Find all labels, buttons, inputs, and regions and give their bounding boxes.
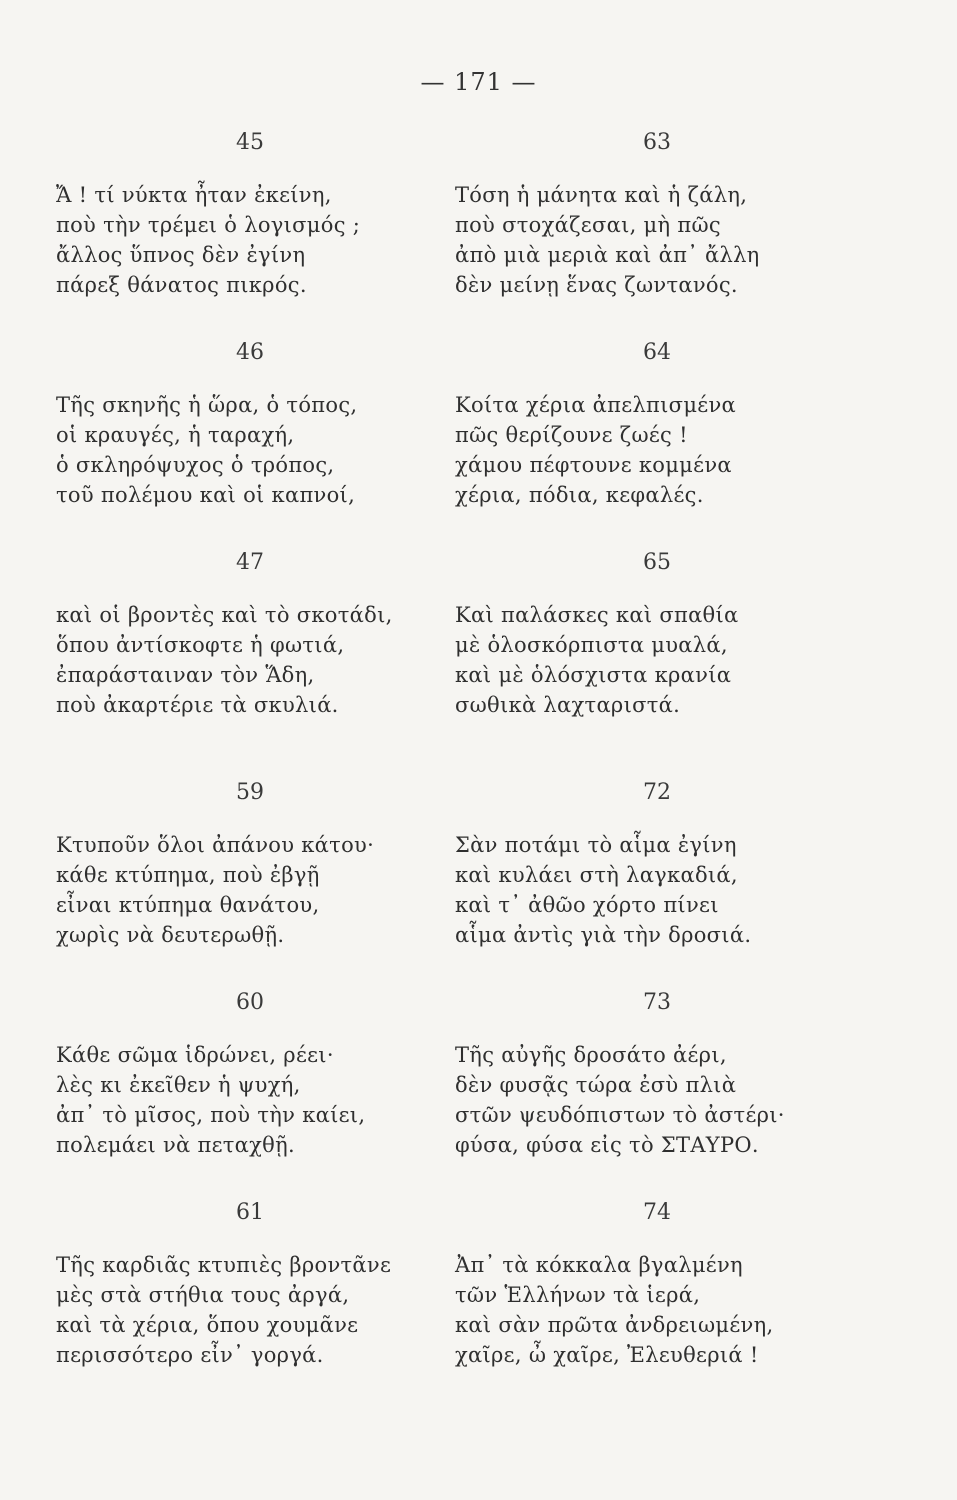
verse-line: ἄλλος ὕπνος δὲν ἐγίνη <box>56 243 306 267</box>
stanza-lines <box>455 600 739 720</box>
verse-line: χέρια, πόδια, κεφαλές. <box>455 483 704 507</box>
verse-line: καὶ σὰν πρῶτα ἀνδρειωμένη, <box>455 1313 774 1337</box>
stanza-lines <box>56 1040 365 1160</box>
verse-line: δὲν μείνῃ ἕνας ζωντανός. <box>455 273 738 297</box>
stanza-number: 60 <box>236 990 264 1015</box>
verse-line: Ἄ ! τί νύκτα ἦταν ἐκείνη, <box>56 183 332 207</box>
page-number: — 171 — <box>420 68 537 96</box>
verse-line: μὲς στὰ στήθια τους ἀργά, <box>56 1283 350 1307</box>
stanza-lines <box>56 390 357 510</box>
verse-line: ποὺ ἀκαρτέριε τὰ σκυλιά. <box>56 693 339 717</box>
stanza-lines <box>455 180 760 300</box>
verse-line: ἐπαράσταιναν τὸν Ἅδη, <box>56 663 315 687</box>
stanza-number: 74 <box>643 1200 671 1225</box>
verse-line: τοῦ πολέμου καὶ οἱ καπνοί, <box>56 483 356 507</box>
verse-line: Κοίτα χέρια ἀπελπισμένα <box>455 393 736 417</box>
verse-line: πῶς θερίζουνε ζωές ! <box>455 423 688 447</box>
verse-line: περισσότερο εἶν᾿ γοργά. <box>56 1343 324 1367</box>
verse-line: πάρεξ θάνατος πικρός. <box>56 273 307 297</box>
stanza-number: 47 <box>236 550 264 575</box>
verse-line: Κάθε σῶμα ἱδρώνει, ρέει· <box>56 1043 334 1067</box>
verse-line: χάμου πέφτουνε κομμένα <box>455 453 732 477</box>
stanza-number: 45 <box>236 130 264 155</box>
verse-line: αἷμα ἀντὶς γιὰ τὴν δροσιά. <box>455 923 752 947</box>
verse-line: λὲς κι ἐκεῖθεν ἡ ψυχή, <box>56 1073 301 1097</box>
verse-line: μὲ ὁλοσκόρπιστα μυαλά, <box>455 633 728 657</box>
stanza-number: 64 <box>643 340 671 365</box>
verse-line: χαῖρε, ὦ χαῖρε, Ἐλευθεριά ! <box>455 1343 759 1367</box>
verse-line: Τῆς αὐγῆς δροσάτο ἀέρι, <box>455 1043 727 1067</box>
verse-line: οἱ κραυγές, ἡ ταραχή, <box>56 423 295 447</box>
verse-line: εἶναι κτύπημα θανάτου, <box>56 893 320 917</box>
stanza-number: 61 <box>236 1200 264 1225</box>
stanza-lines <box>455 1040 785 1160</box>
verse-line: Τῆς σκηνῆς ἡ ὥρα, ὁ τόπος, <box>56 393 358 417</box>
verse-line: ποὺ στοχάζεσαι, μὴ πῶς <box>455 213 721 237</box>
verse-line: καὶ τ᾿ ἀθῶο χόρτο πίνει <box>455 893 719 917</box>
verse-line: ὁ σκληρόψυχος ὁ τρόπος, <box>56 453 335 477</box>
stanza-number: 46 <box>236 340 264 365</box>
verse-line: πολεμάει νὰ πεταχθῇ. <box>56 1133 295 1157</box>
verse-line: ἀπὸ μιὰ μεριὰ καὶ ἀπ᾿ ἄλλη <box>455 243 760 267</box>
stanza-number: 65 <box>643 550 671 575</box>
stanza-number: 63 <box>643 130 671 155</box>
verse-line: δὲν φυσᾷς τώρα ἐσὺ πλιὰ <box>455 1073 737 1097</box>
verse-line: ἀπ᾿ τὸ μῖσος, ποὺ τὴν καίει, <box>56 1103 366 1127</box>
verse-line: Ἀπ᾿ τὰ κόκκαλα βγαλμένη <box>455 1253 743 1277</box>
stanza-lines <box>455 1250 773 1370</box>
verse-line: ποὺ τὴν τρέμει ὁ λογισμός ; <box>56 213 361 237</box>
verse-line: ὅπου ἀντίσκοφτε ἡ φωτιά, <box>56 633 345 657</box>
stanza-lines <box>455 830 751 950</box>
verse-line: καὶ μὲ ὁλόσχιστα κρανία <box>455 663 732 687</box>
stanza-lines <box>56 600 393 720</box>
stanza-number: 72 <box>643 780 671 805</box>
verse-line: Τόση ἡ μάνητα καὶ ἡ ζάλη, <box>455 183 748 207</box>
stanza-number: 59 <box>236 780 264 805</box>
verse-line: τῶν Ἑλλήνων τὰ ἱερά, <box>455 1283 701 1307</box>
verse-line: χωρὶς νὰ δευτερωθῇ. <box>56 923 285 947</box>
verse-line: στῶν ψευδόπιστων τὸ ἀστέρι· <box>455 1103 785 1127</box>
verse-line: καὶ κυλάει στὴ λαγκαδιά, <box>455 863 738 887</box>
verse-line: Τῆς καρδιᾶς κτυπιὲς βροντᾶνε <box>56 1253 392 1277</box>
stanza-number: 73 <box>643 990 671 1015</box>
verse-line: κάθε κτύπημα, ποὺ ἐβγῇ <box>56 863 320 887</box>
verse-line: φύσα, φύσα εἰς τὸ ΣΤΑΥΡΟ. <box>455 1133 759 1157</box>
verse-line: Κτυποῦν ὅλοι ἀπάνου κάτου· <box>56 833 375 857</box>
stanza-lines <box>56 830 374 950</box>
stanza-lines <box>56 1250 391 1370</box>
stanza-lines <box>56 180 360 300</box>
verse-line: σωθικὰ λαχταριστά. <box>455 693 681 717</box>
verse-line: καὶ τὰ χέρια, ὅπου χουμᾶνε <box>56 1313 359 1337</box>
verse-line: Σὰν ποτάμι τὸ αἷμα ἐγίνη <box>455 833 737 857</box>
stanza-lines <box>455 390 736 510</box>
verse-line: Καὶ παλάσκες καὶ σπαθία <box>455 603 739 627</box>
verse-line: καὶ οἱ βροντὲς καὶ τὸ σκοτάδι, <box>56 603 393 627</box>
